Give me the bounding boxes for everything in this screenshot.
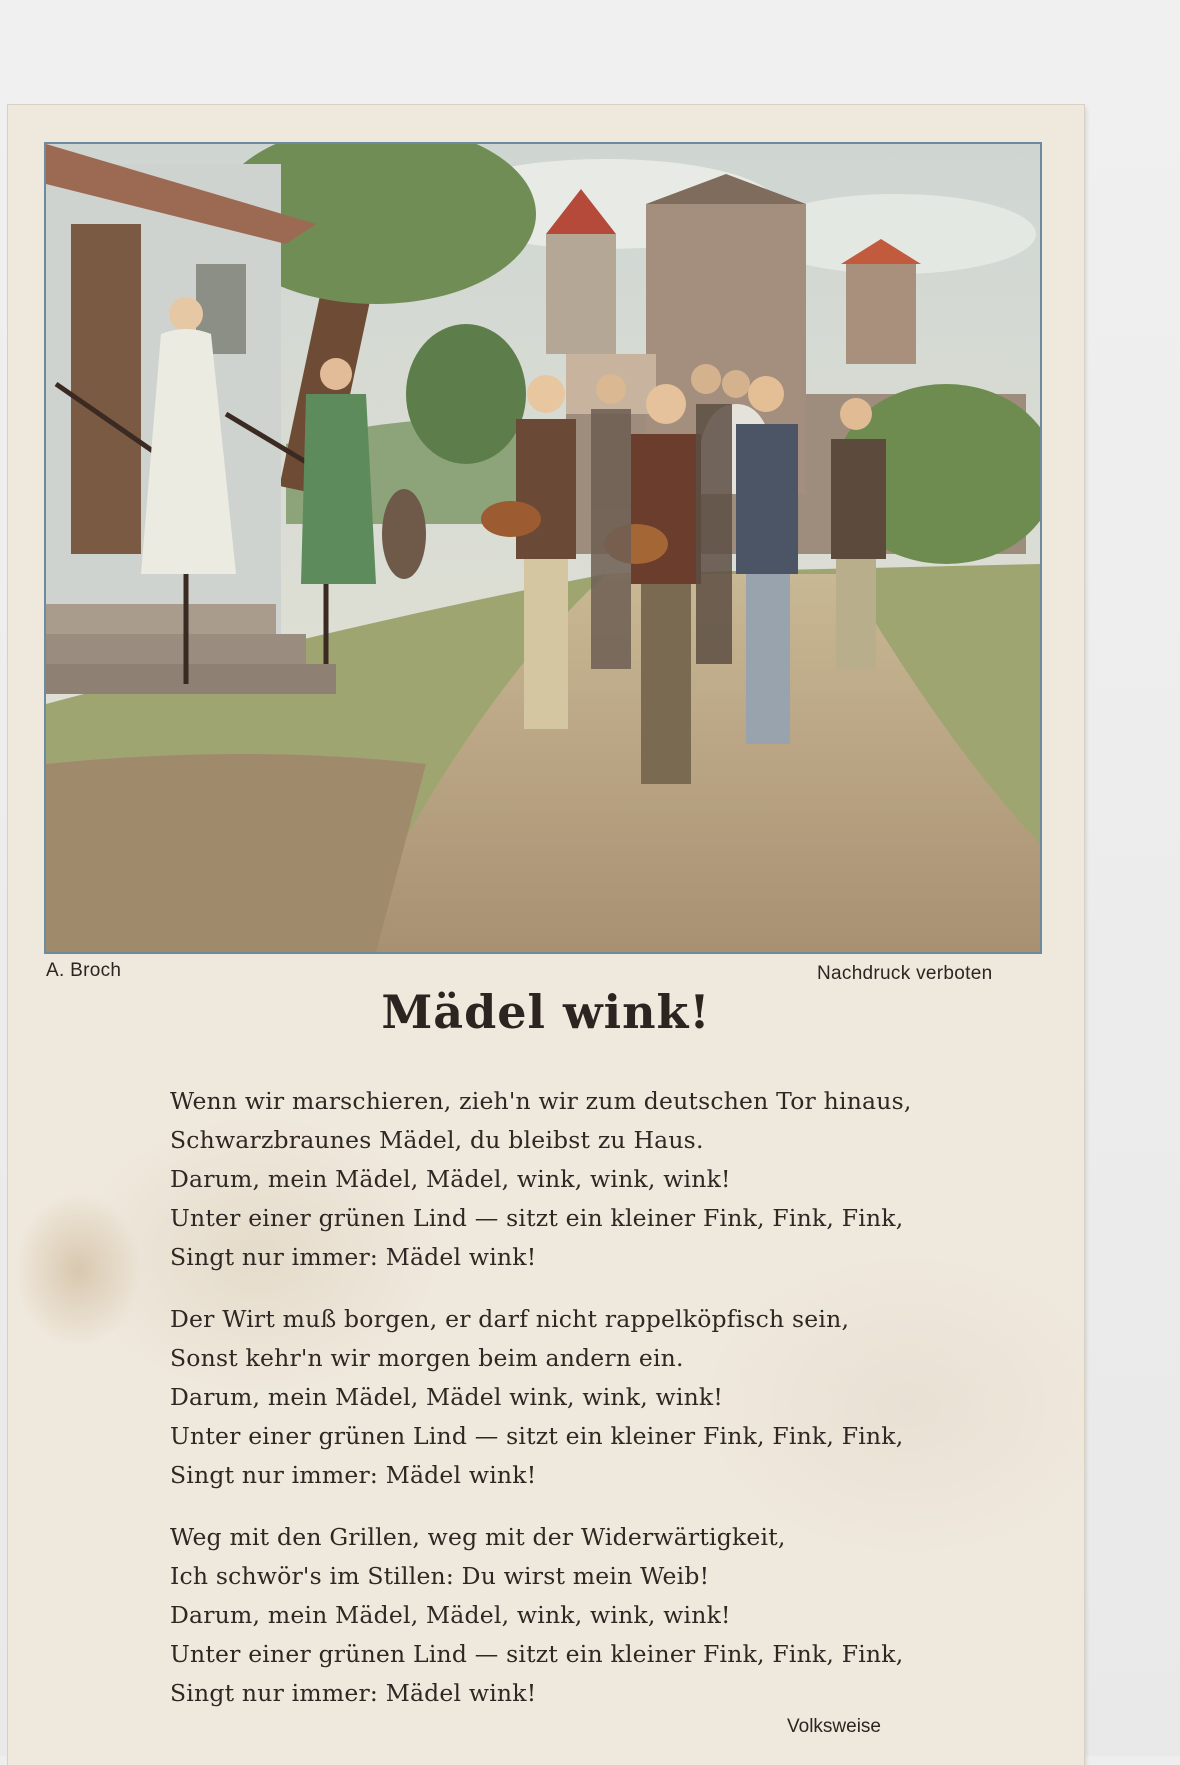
lyric-line: Schwarzbraunes Mädel, du bleibst zu Haus.	[170, 1126, 704, 1154]
song-title: Mädel wink!	[381, 985, 711, 1039]
lyric-line: Ich schwör's im Stillen: Du wirst mein Weib!	[170, 1562, 710, 1590]
lyric-line: Darum, mein Mädel, Mädel, wink, wink, wink!	[170, 1165, 731, 1193]
lyric-line: Wenn wir marschieren, zieh'n wir zum deutschen Tor hinaus,	[170, 1087, 912, 1115]
lyric-line: Singt nur immer: Mädel wink!	[170, 1243, 537, 1271]
lyric-line: Singt nur immer: Mädel wink!	[170, 1679, 537, 1707]
lyric-line: Unter einer grünen Lind — sitzt ein kleiner Fink, Fink, Fink,	[170, 1422, 904, 1450]
melody-credit: Volksweise	[787, 1716, 881, 1737]
lyric-line: Der Wirt muß borgen, er darf nicht rappelköpfisch sein,	[170, 1305, 850, 1333]
artist-credit: A. Broch	[46, 960, 122, 981]
lyric-line: Darum, mein Mädel, Mädel, wink, wink, wink!	[170, 1601, 731, 1629]
stanza-2	[170, 1300, 903, 1495]
illustration-drawing	[46, 144, 1040, 952]
lyric-line: Unter einer grünen Lind — sitzt ein kleiner Fink, Fink, Fink,	[170, 1640, 904, 1668]
lyric-line: Darum, mein Mädel, Mädel wink, wink, wink!	[170, 1383, 723, 1411]
lyric-line: Weg mit den Grillen, weg mit der Widerwärtigkeit,	[170, 1523, 786, 1551]
reprint-notice: Nachdruck verboten	[817, 963, 993, 984]
lyric-line: Singt nur immer: Mädel wink!	[170, 1461, 537, 1489]
lyric-line: Sonst kehr'n wir morgen beim andern ein.	[170, 1344, 684, 1372]
lyric-line: Unter einer grünen Lind — sitzt ein kleiner Fink, Fink, Fink,	[170, 1204, 904, 1232]
stanza-3	[170, 1518, 903, 1713]
illustration-students-with-mandolins	[44, 142, 1042, 954]
stanza-1	[170, 1082, 912, 1277]
